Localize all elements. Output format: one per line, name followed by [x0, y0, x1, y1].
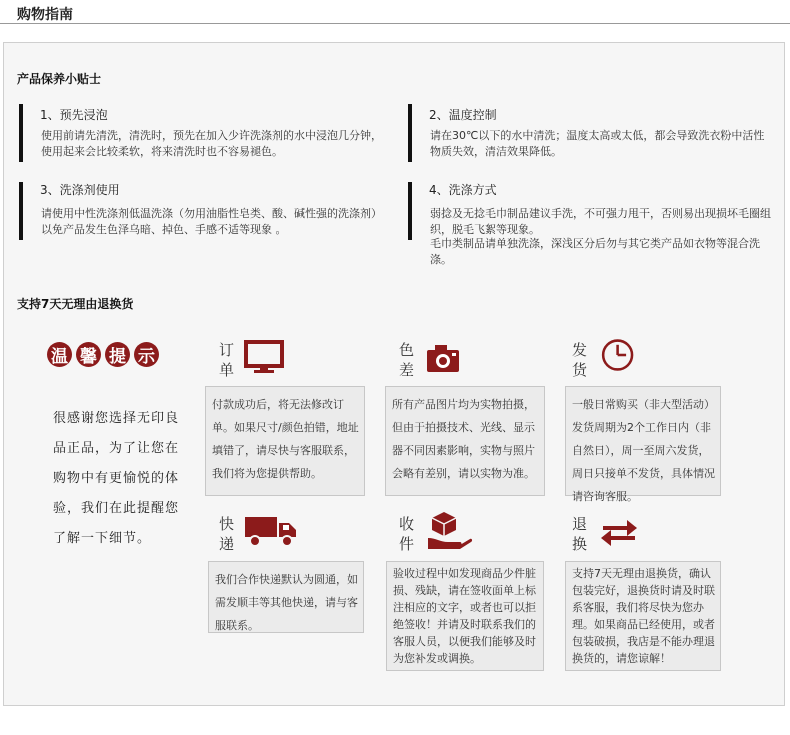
truck-icon	[243, 514, 299, 548]
tip-2-heading: 2、温度控制	[429, 108, 497, 122]
warm-char: 示	[134, 342, 159, 367]
package-hand-icon	[426, 508, 474, 552]
warm-tip-text: 很感谢您选择无印良品正品，为了让您在购物中有更愉悦的体验，我们在此提醒您了解一下细节。	[53, 411, 180, 546]
service-card-courier: 我们合作快递默认为圆通，如需发顺丰等其他快递，请与客服联系。	[208, 561, 364, 633]
service-label-shipping: 发货	[572, 341, 588, 379]
warm-tip-badge	[47, 339, 159, 371]
header-divider	[0, 23, 790, 24]
tip-bar	[408, 104, 412, 162]
service-card-color: 所有产品图片均为实物拍摄，但由于拍摄技术、光线、显示器不同因素影响，实物与照片会略有差别，请以实物为准。	[385, 386, 545, 496]
tip-2-body: 请在30℃以下的水中清洗；温度太高或太低，都会导致洗衣粉中活性物质失效，清洁效果降低。	[430, 129, 765, 158]
clock-icon	[597, 338, 645, 372]
service-card-return: 支持7天无理由退换货，确认包装完好，退换货时请及时联系客服，我们将尽快为您办理。如果商品已经使用，或者包装破损，我店是不能办理退换货的，请您谅解！	[565, 561, 721, 671]
warm-char: 提	[105, 342, 130, 367]
tip-4-body: 弱捻及无捻毛巾制品建议手洗，不可强力甩干，否则易出现损坏毛圈组织，脱毛飞絮等现象。	[430, 207, 771, 236]
service-label-receipt: 收件	[399, 515, 415, 553]
monitor-icon	[244, 340, 292, 374]
service-card-receipt: 验收过程中如发现商品少件脏损、残缺，请在签收面单上标注相应的文字，或者也可以拒绝签收！并请及时联系我们的客服人员，以便我们能够及时为您补发或调换。	[386, 561, 544, 671]
tip-1-heading: 1、预先浸泡	[40, 108, 108, 122]
page-title: 购物指南	[17, 7, 73, 23]
tip-bar	[19, 104, 23, 162]
exchange-icon	[597, 514, 645, 548]
camera-icon	[425, 342, 473, 376]
tip-bar	[408, 182, 412, 240]
service-label-return: 退换	[572, 515, 588, 553]
tip-bar	[19, 182, 23, 240]
tip-1-body: 使用前请先清洗，清洗时，预先在加入少许洗涤剂的水中浸泡几分钟，使用起来会比较柔软，将来清洗时也不容易褪色。	[41, 129, 382, 158]
service-card-shipping: 一般日常购买（非大型活动）发货周期为2个工作日内（非自然日），周一至周六发货，周日只接单不发货，具体情况请咨询客服。	[565, 386, 721, 496]
service-label-courier: 快递	[219, 515, 235, 553]
service-label-color: 色差	[399, 341, 415, 379]
service-card-order: 付款成功后，将无法修改订单。如果尺寸/颜色拍错，地址填错了，请尽快与客服联系，我们将为您提供帮助。	[205, 386, 365, 496]
returns-section-title: 支持7天无理由退换货	[17, 297, 134, 311]
warm-char: 馨	[76, 342, 101, 367]
tip-3-body: 请使用中性洗涤剂低温洗涤（勿用油脂性皂类、酸、碱性强的洗涤剂）以免产品发生色泽乌暗、掉色、手感不适等现象 。	[41, 207, 382, 236]
service-label-order: 订单	[219, 341, 235, 379]
care-section-title: 产品保养小贴士	[17, 72, 102, 86]
tip-3-heading: 3、洗涤剂使用	[40, 183, 120, 197]
warm-char: 温	[47, 342, 72, 367]
tip-4-heading: 4、洗涤方式	[429, 183, 497, 197]
tip-4-body-extra: 毛巾类制品请单独洗涤，深浅区分后勿与其它类产品如衣物等混合洗涤。	[430, 237, 760, 266]
